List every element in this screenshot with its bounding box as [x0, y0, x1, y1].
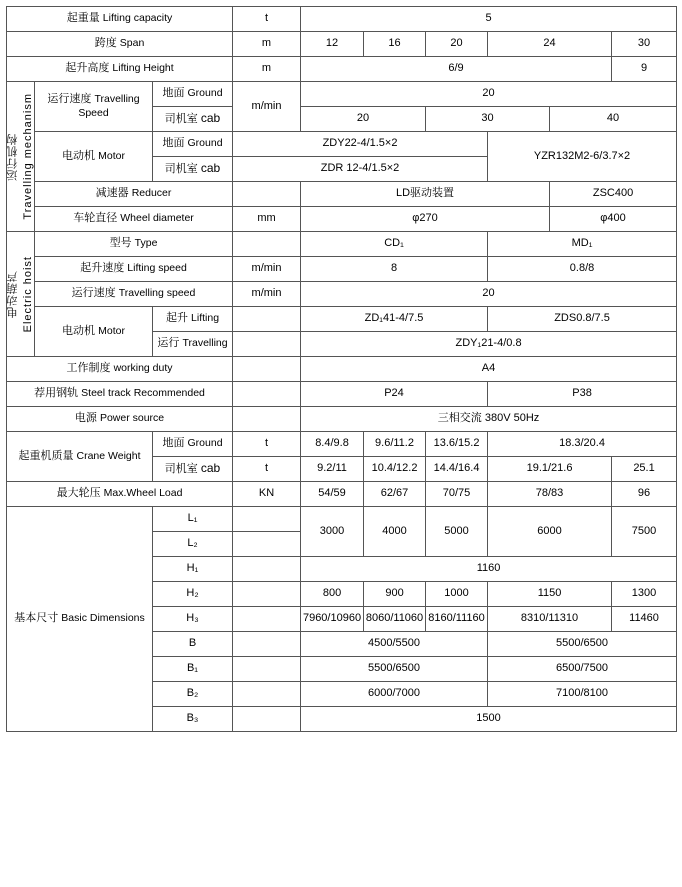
- label-en-basic-dimensions: Basic Dimensions: [61, 612, 145, 625]
- label-cn-working-duty: 工作制度: [66, 362, 111, 375]
- value-hoist-motor-lifting-2: ZDS0.8/7.5: [488, 307, 677, 332]
- unit-working-duty: [233, 357, 301, 382]
- group-label-cn-electric-hoist: 电动葫芦: [6, 270, 19, 318]
- unit-dimension-l2: [233, 532, 301, 557]
- value-max-wheel-load-0: 54/59: [301, 482, 364, 507]
- value-max-wheel-load-4: 96: [612, 482, 677, 507]
- sublabel-travelling-speed-ground: [153, 82, 233, 107]
- dimension-label-b2: B₂: [153, 682, 233, 707]
- label-en-hoist-lifting-speed: Lifting speed: [127, 262, 187, 275]
- table-row-reducer: [7, 182, 677, 207]
- value-lifting-capacity: 5: [301, 7, 677, 32]
- value-lifting-height-main: 6/9: [301, 57, 612, 82]
- value-travelling-speed-ground: 20: [301, 82, 677, 107]
- dimension-label-h3: H₃: [153, 607, 233, 632]
- table-row-max-wheel-load: [7, 482, 677, 507]
- table-row-hoist-travelling-speed: [7, 282, 677, 307]
- label-cn-hoist-motor: 电动机: [62, 324, 96, 337]
- value-crane-weight-ground-2: 13.6/15.2: [426, 432, 488, 457]
- label-en-ground-motor: Ground: [187, 137, 223, 150]
- label-en-hoist-travelling-speed: Travelling speed: [118, 287, 196, 300]
- group-label-en-electric-hoist: Electric hoist: [22, 255, 34, 333]
- label-en-crane-weight-cab: cab: [200, 461, 221, 476]
- value-dimension-h3-2: 8160/11160: [426, 607, 488, 632]
- value-hoist-lifting-speed-2: 0.8/8: [488, 257, 677, 282]
- label-cn-hoist-type: 型号: [109, 237, 132, 250]
- value-hoist-lifting-speed-1: 8: [301, 257, 488, 282]
- value-span-2: 20: [426, 32, 488, 57]
- label-cn-hoist-lifting-speed: 起升速度: [80, 262, 125, 275]
- group-label-travelling-mechanism: [7, 82, 35, 232]
- unit-crane-weight-cab: t: [233, 457, 301, 482]
- label-en-travelling-speed: Travelling Speed: [78, 92, 140, 119]
- sublabel-hoist-motor-travelling: [153, 332, 233, 357]
- group-label-basic-dimensions: [7, 507, 153, 732]
- value-crane-weight-cab-1: 10.4/12.2: [364, 457, 426, 482]
- unit-dimension-b1: [233, 657, 301, 682]
- value-dimension-l1-4: 7500: [612, 507, 677, 557]
- label-cn-hoist-travelling-speed: 运行速度: [71, 287, 116, 300]
- value-motor-ground: ZDY22-4/1.5×2: [233, 132, 488, 157]
- unit-dimension-h3: [233, 607, 301, 632]
- unit-span: m: [233, 32, 301, 57]
- value-span-0: 12: [301, 32, 364, 57]
- table-row-power-source: [7, 407, 677, 432]
- group-label-cn-travelling-mechanism: 运行机构: [6, 132, 19, 181]
- value-reducer-right: ZSC400: [550, 182, 677, 207]
- label-cn-reducer: 减速器: [95, 187, 129, 200]
- label-cn-hoist-motor-lifting: 起升: [165, 312, 188, 325]
- value-lifting-height-last: 9: [612, 57, 677, 82]
- value-hoist-motor-lifting-1: ZD₁41-4/7.5: [301, 307, 488, 332]
- label-cn-crane-weight-cab: 司机室: [164, 463, 198, 476]
- label-cn-wheel-diameter: 车轮直径: [73, 212, 118, 225]
- value-span-1: 16: [364, 32, 426, 57]
- label-cn-basic-dimensions: 基本尺寸: [14, 612, 59, 625]
- value-power-source: 三相交流 380V 50Hz: [301, 407, 677, 432]
- table-row-lifting-capacity: [7, 7, 677, 32]
- value-span-3: 24: [488, 32, 612, 57]
- value-travelling-speed-cab-0: 20: [301, 107, 426, 132]
- unit-dimension-b2: [233, 682, 301, 707]
- value-crane-weight-cab-0: 9.2/11: [301, 457, 364, 482]
- value-dimension-h2-4: 1300: [612, 582, 677, 607]
- row-label-hoist-travelling-speed: [35, 282, 233, 307]
- label-en-hoist-motor-travelling: Travelling: [182, 337, 228, 350]
- sublabel-motor-ground: [153, 132, 233, 157]
- row-label-crane-weight: [7, 432, 153, 482]
- unit-travelling-speed: m/min: [233, 82, 301, 132]
- unit-dimension-h1: [233, 557, 301, 582]
- unit-max-wheel-load: KN: [233, 482, 301, 507]
- value-dimension-l1-3: 6000: [488, 507, 612, 557]
- label-en-ground-speed: Ground: [187, 87, 223, 100]
- label-en-crane-weight-ground: Ground: [187, 437, 223, 450]
- table-row-travelling-speed-ground: [7, 82, 677, 107]
- label-en-travelling-motor: Motor: [98, 149, 125, 162]
- value-dimension-l1-2: 5000: [426, 507, 488, 557]
- label-en-steel-track: Steel track Recommended: [81, 387, 205, 400]
- sublabel-crane-weight-ground: [153, 432, 233, 457]
- row-label-travelling-speed: [35, 82, 153, 132]
- value-dimension-b1-right: 6500/7500: [488, 657, 677, 682]
- row-label-wheel-diameter: [35, 207, 233, 232]
- value-span-4: 30: [612, 32, 677, 57]
- table-row-lifting-height: [7, 57, 677, 82]
- row-label-hoist-lifting-speed: [35, 257, 233, 282]
- row-label-hoist-motor: [35, 307, 153, 357]
- unit-hoist-motor-lifting: [233, 307, 301, 332]
- dimension-label-b3: B₃: [153, 707, 233, 732]
- row-label-working-duty: [7, 357, 233, 382]
- label-cn-crane-weight: 起重机质量: [18, 449, 74, 462]
- unit-hoist-lifting-speed: m/min: [233, 257, 301, 282]
- unit-hoist-type: [233, 232, 301, 257]
- row-label-power-source: [7, 407, 233, 432]
- label-en-max-wheel-load: Max.Wheel Load: [103, 487, 183, 500]
- value-dimension-b1-left: 5500/6500: [301, 657, 488, 682]
- label-cn-hoist-motor-travelling: 运行: [157, 337, 180, 350]
- value-motor-right: YZR132M2-6/3.7×2: [488, 132, 677, 182]
- value-travelling-speed-cab-1: 30: [426, 107, 550, 132]
- group-label-electric-hoist: [7, 232, 35, 357]
- row-label-hoist-type: [35, 232, 233, 257]
- value-crane-weight-cab-2: 14.4/16.4: [426, 457, 488, 482]
- value-dimension-l1-1: 4000: [364, 507, 426, 557]
- table-row-dimension-l1: [7, 507, 677, 532]
- dimension-label-b1: B₁: [153, 657, 233, 682]
- unit-steel-track: [233, 382, 301, 407]
- table-row-wheel-diameter: [7, 207, 677, 232]
- value-max-wheel-load-2: 70/75: [426, 482, 488, 507]
- value-hoist-type-2: MD₁: [488, 232, 677, 257]
- dimension-label-l2: L₂: [153, 532, 233, 557]
- value-max-wheel-load-1: 62/67: [364, 482, 426, 507]
- value-max-wheel-load-3: 78/83: [488, 482, 612, 507]
- label-cn-cab-motor: 司机室: [164, 163, 198, 176]
- row-label-steel-track: [7, 382, 233, 407]
- sublabel-crane-weight-cab: [153, 457, 233, 482]
- label-cn-lifting-capacity: 起重量: [66, 12, 100, 25]
- unit-power-source: [233, 407, 301, 432]
- label-en-hoist-type: Type: [134, 237, 158, 250]
- value-dimension-l1-0: 3000: [301, 507, 364, 557]
- value-reducer-left: LD驱动装置: [301, 182, 550, 207]
- value-steel-track-right: P38: [488, 382, 677, 407]
- table-row-steel-track: [7, 382, 677, 407]
- value-steel-track-left: P24: [301, 382, 488, 407]
- value-dimension-h3-0: 7960/10960: [301, 607, 364, 632]
- sublabel-hoist-motor-lifting: [153, 307, 233, 332]
- row-label-lifting-capacity: [7, 7, 233, 32]
- value-dimension-h3-1: 8060/11060: [364, 607, 426, 632]
- label-cn-lifting-height: 起升高度: [65, 62, 110, 75]
- row-label-reducer: [35, 182, 233, 207]
- value-hoist-travelling-speed: 20: [301, 282, 677, 307]
- value-dimension-h2-3: 1150: [488, 582, 612, 607]
- table-row-hoist-motor-lifting: [7, 307, 677, 332]
- unit-lifting-height: m: [233, 57, 301, 82]
- group-label-en-travelling-mechanism: Travelling mechanism: [22, 93, 34, 220]
- value-dimension-h3-4: 11460: [612, 607, 677, 632]
- value-crane-weight-ground-0: 8.4/9.8: [301, 432, 364, 457]
- unit-dimension-b3: [233, 707, 301, 732]
- value-hoist-type-1: CD₁: [301, 232, 488, 257]
- label-en-power-source: Power source: [99, 412, 165, 425]
- label-en-wheel-diameter: Wheel diameter: [120, 212, 194, 225]
- label-en-lifting-height: Lifting Height: [112, 62, 174, 75]
- label-cn-steel-track: 荐用钢轨: [34, 387, 79, 400]
- value-working-duty: A4: [301, 357, 677, 382]
- unit-reducer: [233, 182, 301, 207]
- unit-lifting-capacity: t: [233, 7, 301, 32]
- label-cn-max-wheel-load: 最大轮压: [56, 487, 101, 500]
- value-crane-weight-ground-3: 18.3/20.4: [488, 432, 677, 457]
- value-hoist-motor-travelling: ZDY₁21-4/0.8: [301, 332, 677, 357]
- label-cn-span: 跨度: [94, 37, 117, 50]
- label-en-hoist-motor-lifting: Lifting: [191, 312, 220, 325]
- value-dimension-h1: 1160: [301, 557, 677, 582]
- label-en-lifting-capacity: Lifting capacity: [102, 12, 173, 25]
- dimension-label-l1: L₁: [153, 507, 233, 532]
- row-label-span: [7, 32, 233, 57]
- label-cn-cab-speed: 司机室: [164, 113, 198, 126]
- sublabel-motor-cab: [153, 157, 233, 182]
- value-dimension-h3-3: 8310/11310: [488, 607, 612, 632]
- label-en-cab-motor: cab: [200, 161, 221, 176]
- label-cn-travelling-speed: 运行速度: [47, 92, 92, 105]
- value-crane-weight-cab-3: 19.1/21.6: [488, 457, 612, 482]
- label-cn-ground-speed: 地面: [162, 87, 185, 100]
- table-row-span: [7, 32, 677, 57]
- table-row-hoist-type: [7, 232, 677, 257]
- label-cn-crane-weight-ground: 地面: [162, 437, 185, 450]
- value-dimension-b-right: 5500/6500: [488, 632, 677, 657]
- row-label-max-wheel-load: [7, 482, 233, 507]
- unit-hoist-travelling-speed: m/min: [233, 282, 301, 307]
- label-cn-ground-motor: 地面: [162, 137, 185, 150]
- table-row-working-duty: [7, 357, 677, 382]
- unit-crane-weight-ground: t: [233, 432, 301, 457]
- value-travelling-speed-cab-2: 40: [550, 107, 677, 132]
- table-row-crane-weight-ground: [7, 432, 677, 457]
- value-dimension-b2-left: 6000/7000: [301, 682, 488, 707]
- value-dimension-h2-0: 800: [301, 582, 364, 607]
- row-label-travelling-motor: [35, 132, 153, 182]
- value-dimension-b3: 1500: [301, 707, 677, 732]
- value-dimension-b2-right: 7100/8100: [488, 682, 677, 707]
- label-en-reducer: Reducer: [131, 187, 172, 200]
- label-en-hoist-motor: Motor: [98, 324, 125, 337]
- unit-dimension-l1: [233, 507, 301, 532]
- value-dimension-h2-1: 900: [364, 582, 426, 607]
- row-label-lifting-height: [7, 57, 233, 82]
- value-wheel-diameter-left: φ270: [301, 207, 550, 232]
- value-crane-weight-cab-4: 25.1: [612, 457, 677, 482]
- label-en-span: Span: [119, 37, 145, 50]
- sublabel-travelling-speed-cab: [153, 107, 233, 132]
- unit-hoist-motor-travelling: [233, 332, 301, 357]
- label-en-working-duty: working duty: [113, 362, 173, 375]
- dimension-label-h2: H₂: [153, 582, 233, 607]
- label-en-cab-speed: cab: [200, 111, 221, 126]
- value-wheel-diameter-right: φ400: [550, 207, 677, 232]
- table-row-hoist-lifting-speed: [7, 257, 677, 282]
- unit-dimension-h2: [233, 582, 301, 607]
- value-crane-weight-ground-1: 9.6/11.2: [364, 432, 426, 457]
- label-cn-power-source: 电源: [74, 412, 97, 425]
- unit-wheel-diameter: mm: [233, 207, 301, 232]
- dimension-label-b: B: [153, 632, 233, 657]
- table-row-travelling-motor-ground: [7, 132, 677, 157]
- label-cn-travelling-motor: 电动机: [62, 149, 96, 162]
- value-dimension-h2-2: 1000: [426, 582, 488, 607]
- crane-specification-table: [6, 6, 677, 732]
- label-en-crane-weight: Crane Weight: [76, 449, 141, 462]
- value-motor-cab: ZDR 12-4/1.5×2: [233, 157, 488, 182]
- unit-dimension-b: [233, 632, 301, 657]
- value-dimension-b-left: 4500/5500: [301, 632, 488, 657]
- dimension-label-h1: H₁: [153, 557, 233, 582]
